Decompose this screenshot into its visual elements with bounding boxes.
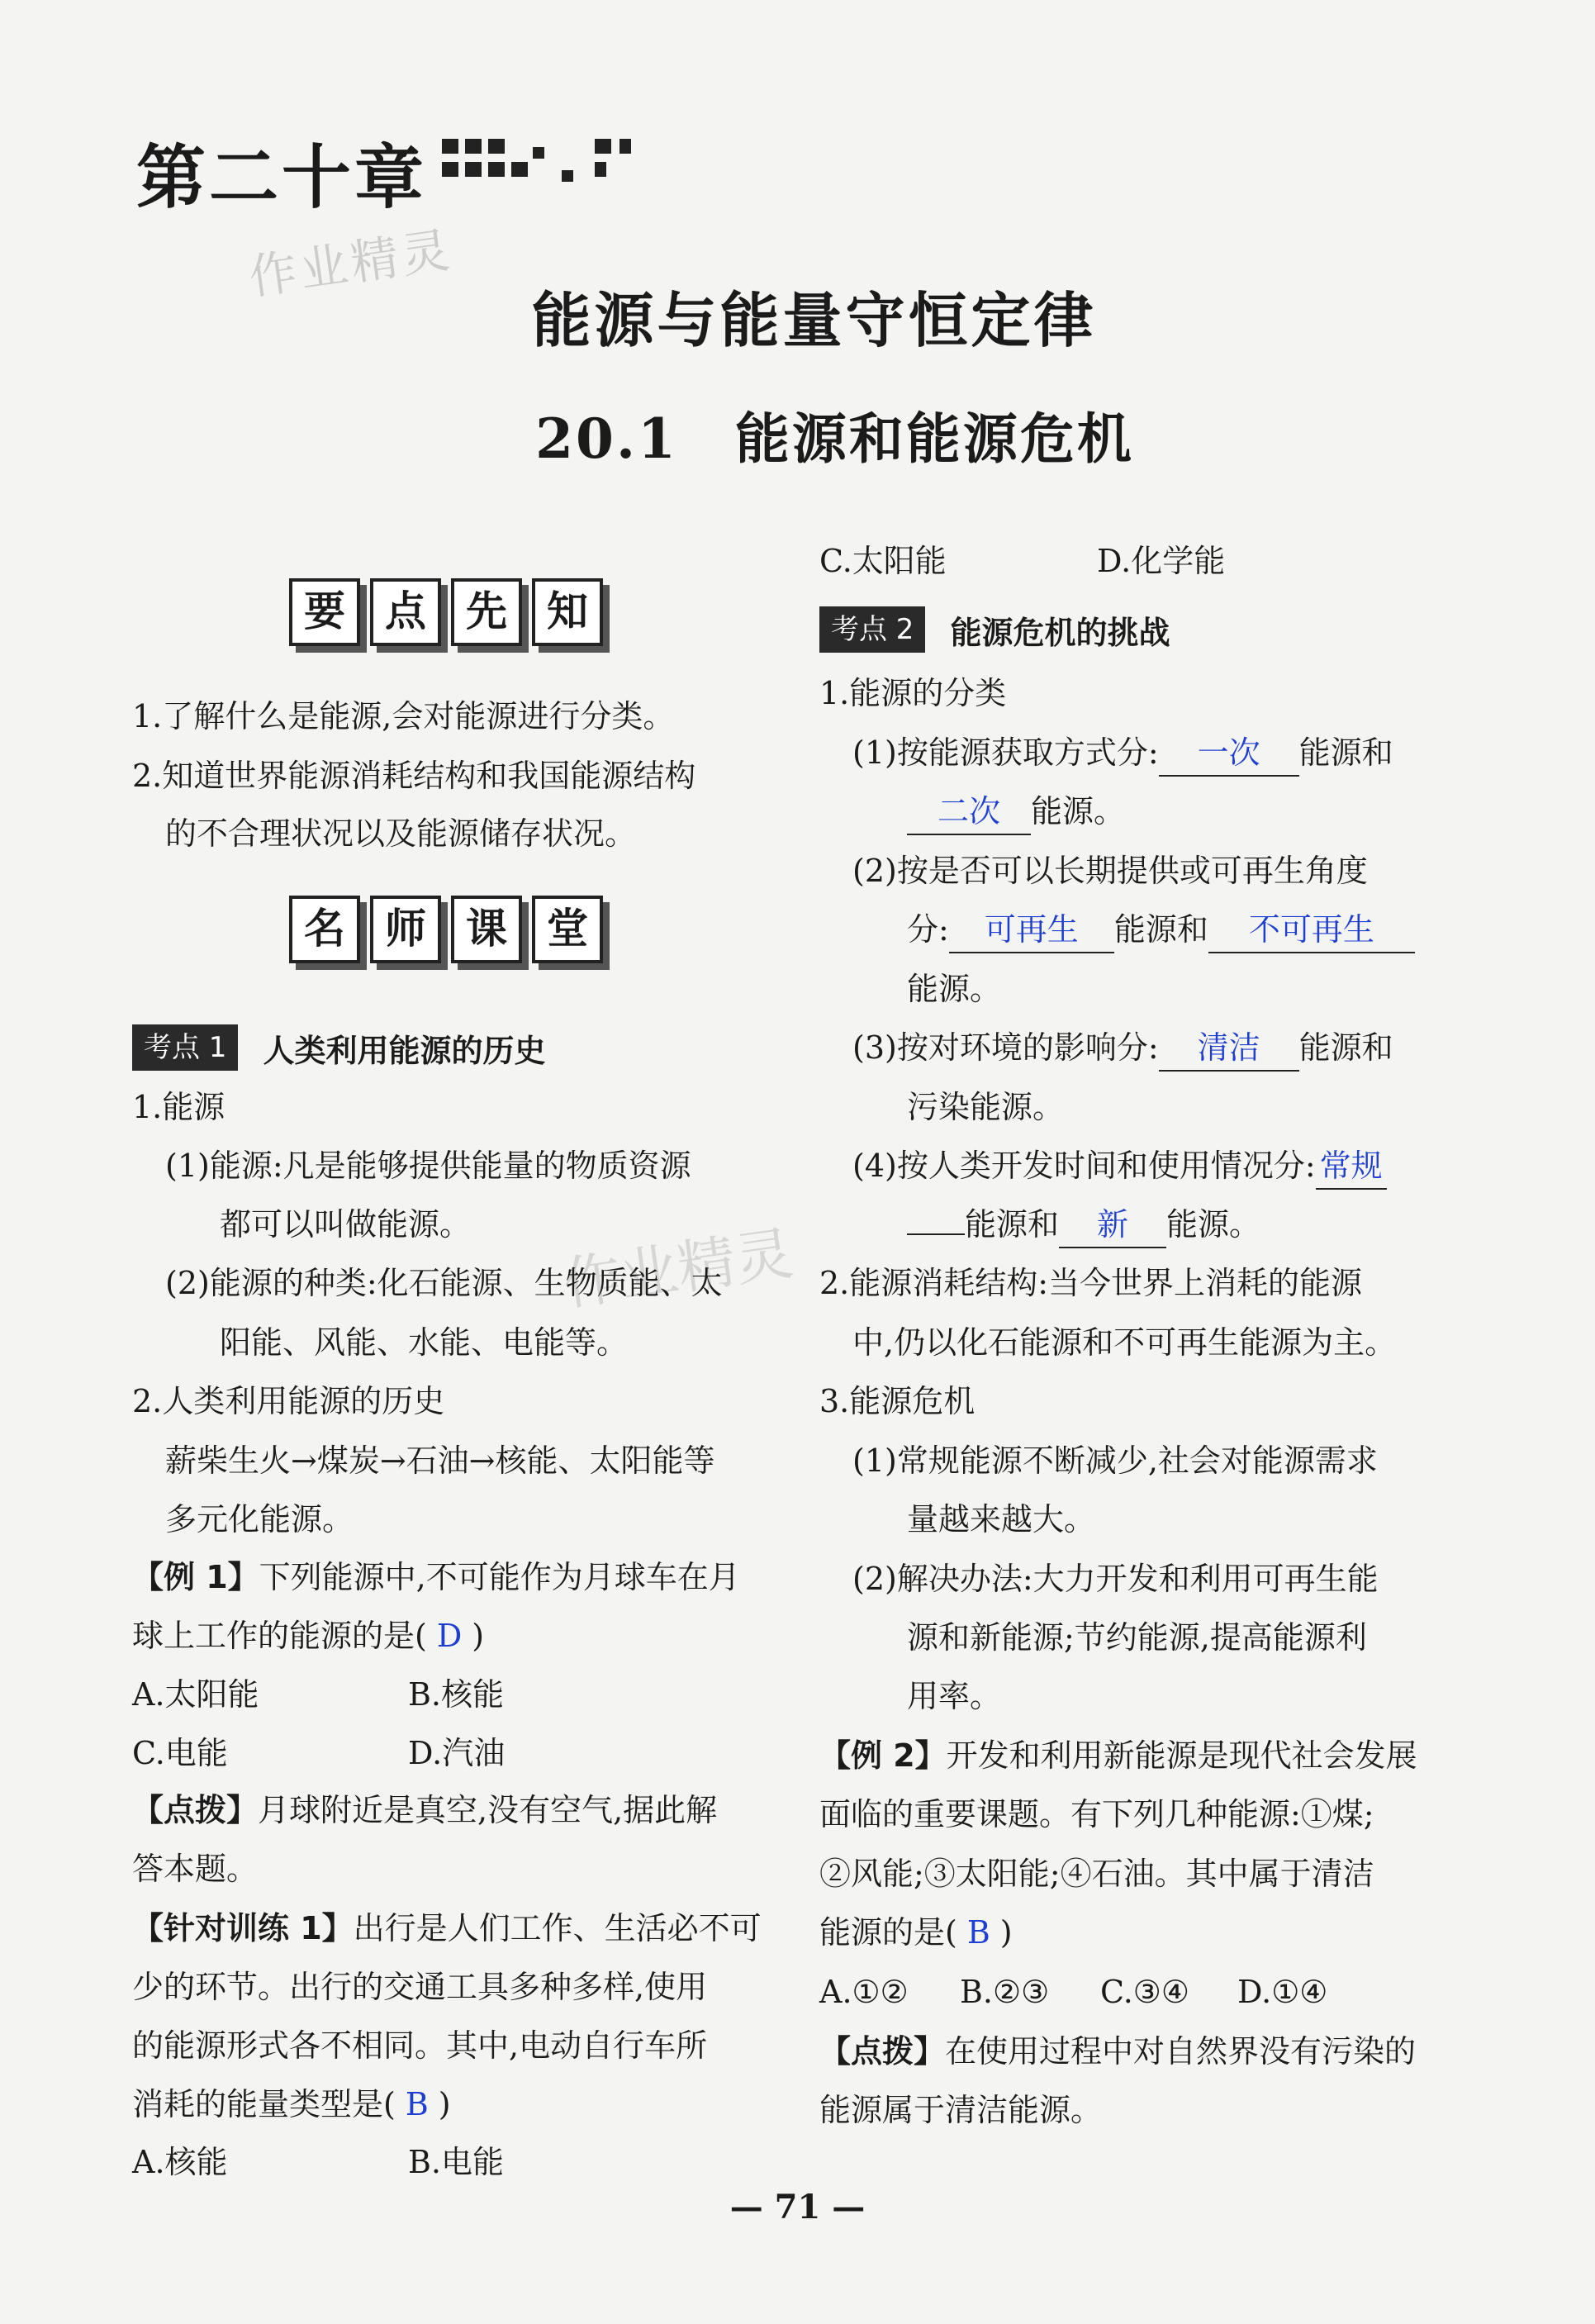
- watermark: 作业精灵: [245, 221, 457, 306]
- kaodian-tag: 考点 2: [819, 606, 925, 653]
- answer-blank: 清洁: [1159, 1025, 1299, 1072]
- answer-blank: [907, 1233, 965, 1235]
- chapter-title: 能源与能量守恒定律: [531, 286, 1097, 355]
- text-line: (2)按是否可以长期提供或可再生角度: [852, 853, 1368, 889]
- example-1-line: 【例 1】下列能源中,不可能作为月球车在月: [132, 1559, 740, 1595]
- kaodian-2: [819, 606, 1170, 653]
- watermark-center: 作业精灵: [558, 1219, 798, 1319]
- answer: D: [436, 1618, 463, 1654]
- answer: B: [405, 2086, 429, 2122]
- text-line: 2.人类利用能源的历史: [132, 1383, 445, 1419]
- option: A.核能: [132, 2144, 228, 2180]
- text-line: 薪柴生火→煤炭→石油→核能、太阳能等: [165, 1442, 715, 1479]
- option: B.核能: [408, 1676, 505, 1713]
- option: A.太阳能: [132, 1676, 259, 1713]
- kaodian-title: 人类利用能源的历史: [263, 1032, 546, 1069]
- text-line: (2)能源的种类:化石能源、生物质能、太: [165, 1265, 723, 1301]
- answer-blank: 常规: [1316, 1143, 1387, 1190]
- kaodian-tag: 考点 1: [132, 1024, 238, 1071]
- text-line: 能源和 新 能源。: [907, 1202, 1260, 1248]
- text-line: (3)按对环境的影响分: 清洁 能源和: [852, 1025, 1393, 1072]
- kaodian-1: [132, 1024, 545, 1071]
- text-line: 能源。: [907, 971, 1002, 1007]
- text-line: 二次 能源。: [907, 789, 1125, 835]
- goal-line: 2.知道世界能源消耗结构和我国能源结构: [132, 758, 696, 794]
- tip-1-line: 答本题。: [132, 1851, 259, 1887]
- text-line: 污染能源。: [907, 1089, 1065, 1125]
- lecture-header: 名 师 课 堂: [289, 896, 603, 963]
- text-line: 1.能源: [132, 1089, 225, 1125]
- option: D.汽油: [408, 1735, 506, 1771]
- text-line: (2)解决办法:大力开发和利用可再生能: [852, 1561, 1379, 1597]
- example-2-line: 面临的重要课题。有下列几种能源:①煤;: [819, 1796, 1374, 1832]
- tip-2-line: 【点拨】在使用过程中对自然界没有污染的: [819, 2033, 1417, 2070]
- text-line: 分: 可再生 能源和 不可再生: [907, 907, 1415, 953]
- tip-2-line: 能源属于清洁能源。: [819, 2092, 1103, 2128]
- option: A.①②: [819, 1974, 909, 2010]
- answer-blank: 二次: [907, 789, 1031, 835]
- text-line: 1.能源的分类: [819, 675, 1007, 711]
- answer-blank: 新: [1059, 1202, 1166, 1248]
- answer-blank: 可再生: [949, 907, 1114, 953]
- text-line: 阳能、风能、水能、电能等。: [220, 1324, 629, 1361]
- key-points-header: 要 点 先 知: [289, 578, 603, 646]
- tip-1-line: 【点拨】月球附近是真空,没有空气,据此解: [132, 1792, 718, 1828]
- example-2-line: 能源的是( B ): [819, 1914, 1013, 1951]
- option: D.①④: [1237, 1974, 1328, 2010]
- option: C.③④: [1100, 1974, 1189, 2010]
- answer-blank: 一次: [1159, 730, 1299, 777]
- section-title: 20.1 能源和能源危机: [535, 406, 1134, 471]
- example-1-line: 球上工作的能源的是( D ): [132, 1618, 485, 1654]
- option: C.太阳能: [819, 543, 947, 579]
- option: C.电能: [132, 1735, 228, 1771]
- option: B.②③: [960, 1974, 1050, 2010]
- text-line: 3.能源危机: [819, 1383, 976, 1419]
- training-1-line: 消耗的能量类型是( B ): [132, 2086, 451, 2122]
- training-1-line: 少的环节。出行的交通工具多种多样,使用: [132, 1969, 708, 2005]
- example-2-line: ②风能;③太阳能;④石油。其中属于清洁: [819, 1856, 1374, 1892]
- example-2-line: 【例 2】开发和利用新能源是现代社会发展: [819, 1737, 1417, 1774]
- text-line: (1)常规能源不断减少,社会对能源需求: [852, 1442, 1378, 1479]
- option: D.化学能: [1097, 543, 1226, 579]
- page-number: — 71 —: [729, 2188, 866, 2227]
- goal-line: 1.了解什么是能源,会对能源进行分类。: [132, 698, 675, 734]
- text-line: 都可以叫做能源。: [220, 1206, 472, 1243]
- chapter-decoration: [442, 139, 640, 188]
- text-line: 中,仍以化石能源和不可再生能源为主。: [852, 1324, 1397, 1361]
- chapter-heading: 第二十章: [136, 137, 428, 218]
- text-line: 源和新能源;节约能源,提高能源利: [907, 1619, 1367, 1656]
- answer-blank: 不可再生: [1208, 907, 1415, 953]
- training-1-line: 【针对训练 1】出行是人们工作、生活必不可: [132, 1910, 762, 1946]
- text-line: (1)能源:凡是能够提供能量的物质资源: [165, 1148, 691, 1184]
- option: B.电能: [408, 2144, 505, 2180]
- answer: B: [966, 1914, 990, 1951]
- goal-line: 的不合理状况以及能源储存状况。: [165, 815, 637, 852]
- text-line: 多元化能源。: [165, 1501, 354, 1537]
- text-line: 用率。: [907, 1678, 1002, 1714]
- text-line: 量越来越大。: [907, 1501, 1096, 1537]
- text-line: (4)按人类开发时间和使用情况分: 常规: [852, 1143, 1387, 1190]
- text-line: 2.能源消耗结构:当今世界上消耗的能源: [819, 1265, 1363, 1301]
- kaodian-title: 能源危机的挑战: [950, 614, 1170, 651]
- text-line: (1)按能源获取方式分: 一次 能源和: [852, 730, 1393, 777]
- training-1-line: 的能源形式各不相同。其中,电动自行车所: [132, 2027, 708, 2064]
